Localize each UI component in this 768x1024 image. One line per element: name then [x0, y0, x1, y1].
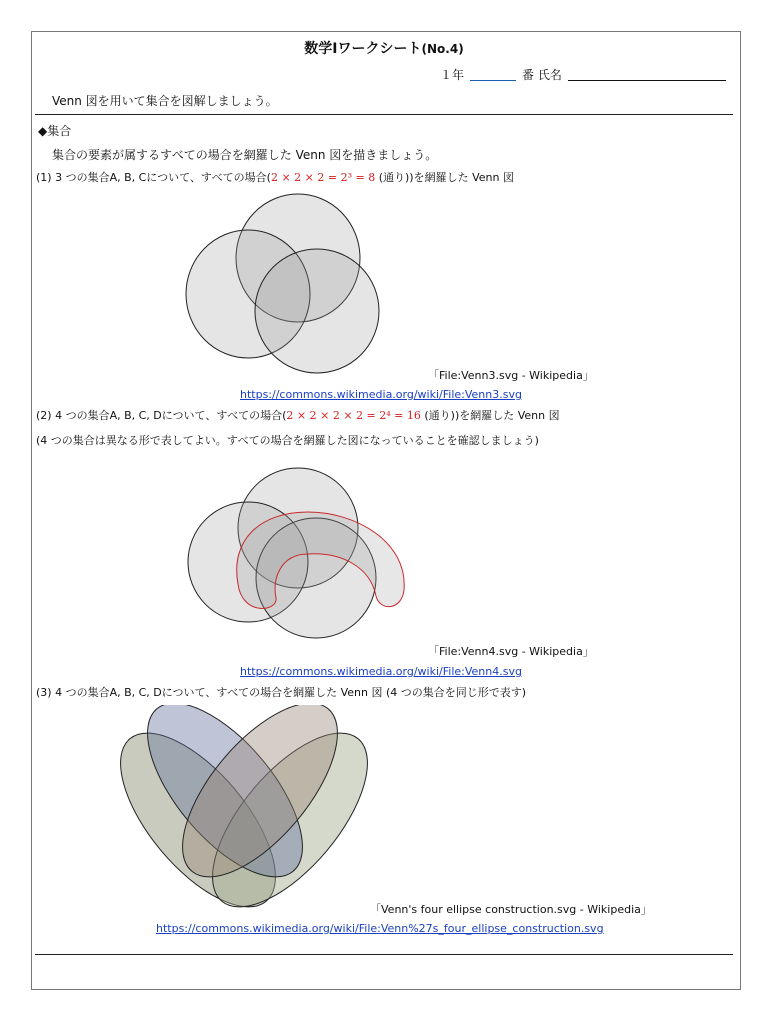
- class-number-blank[interactable]: [470, 68, 516, 81]
- q3-link[interactable]: https://commons.wikimedia.org/wiki/File:Venn%27s_four_ellipse_construction.svg: [156, 922, 604, 935]
- name-line: [440, 66, 726, 83]
- q2-caption: 「File:Venn4.svg - Wikipedia」: [428, 645, 594, 658]
- venn4-diagram: [180, 460, 420, 652]
- intro-text: Venn 図を用いて集合を図解しましょう。: [52, 94, 278, 108]
- q2-link[interactable]: https://commons.wikimedia.org/wiki/File:Venn4.svg: [240, 665, 522, 678]
- question-3: (3) 4 つの集合A, B, C, Dについて、すべての場合を網羅した Venn 図 (4 つの集合を同じ形で表す): [36, 686, 527, 699]
- footer-divider: [35, 954, 733, 955]
- student-name-blank[interactable]: [568, 68, 726, 81]
- q1-link[interactable]: https://commons.wikimedia.org/wiki/File:Venn3.svg: [240, 388, 522, 401]
- venn3-circle-c: [255, 249, 379, 373]
- title-number: (No.4): [421, 42, 464, 56]
- q3-caption: 「Venn's four ellipse construction.svg - Wikipedia」: [370, 903, 652, 916]
- title-prefix: 数学Ⅰワークシート: [304, 41, 422, 57]
- section-title: ◆集合: [38, 124, 72, 138]
- worksheet-title: [0, 38, 768, 58]
- q2-pre: (2) 4 つの集合A, B, C, Dについて、すべての場合(: [36, 409, 287, 422]
- q1-pre: (1) 3 つの集合A, B, Cについて、すべての場合(: [36, 171, 271, 184]
- question-2-note: (4 つの集合は異なる形で表してよい。すべての場合を網羅した図になっていることを確認しましょう): [36, 434, 539, 447]
- q1-post: (通り))を網羅した Venn 図: [375, 171, 514, 184]
- q2-post: (通り))を網羅した Venn 図: [420, 409, 560, 422]
- q1-formula: 2 × 2 × 2 = 2³ = 8: [270, 171, 376, 184]
- question-1: [36, 169, 514, 185]
- grade-label: １年: [440, 68, 465, 82]
- section-description: 集合の要素が属するすべての場合を網羅した Venn 図を描きましょう。: [52, 148, 438, 162]
- venn3-diagram: [180, 186, 390, 374]
- q1-caption: 「File:Venn3.svg - Wikipedia」: [428, 369, 594, 382]
- venn-four-ellipse-diagram: [110, 705, 380, 917]
- question-2: [36, 407, 560, 423]
- number-name-label: 番 氏名: [522, 68, 562, 82]
- header-divider: [35, 114, 733, 115]
- q2-formula: 2 × 2 × 2 × 2 = 2⁴ = 16: [286, 409, 421, 422]
